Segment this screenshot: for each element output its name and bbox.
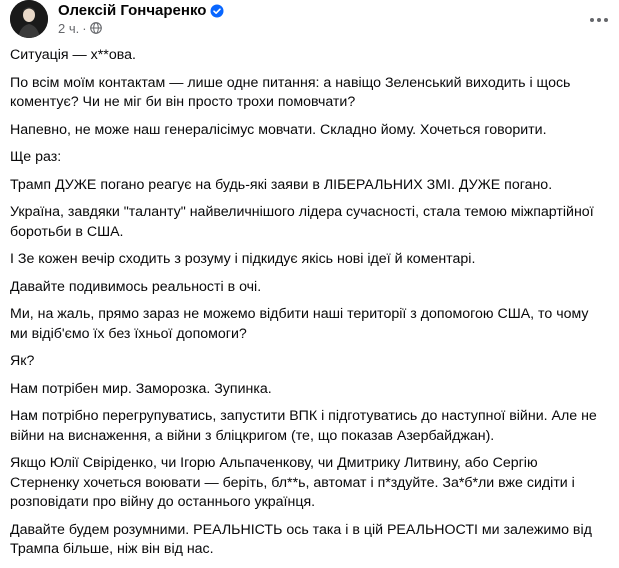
post-paragraph: Ми, на жаль, прямо зараз не можемо відбити наші території з допомогою США, то чому ми відіб'ємо їх без їхньої допомоги? (10, 306, 589, 342)
author-name[interactable]: Олексій Гончаренко (58, 2, 207, 19)
post-paragraph: Ситуація — х**ова. (10, 47, 136, 63)
avatar-image (10, 0, 48, 38)
post-paragraph: Як? (10, 353, 35, 369)
meta-separator: · (82, 20, 87, 36)
author-row (58, 2, 224, 20)
post-paragraph: Давайте будем розумними. РЕАЛЬНІСТЬ ось така і в цій РЕАЛЬНОСТІ ми залежимо від Трампа більше, ніж він від нас. (10, 521, 592, 557)
post-paragraph: Ще раз: (10, 149, 62, 165)
post-paragraph: Україна, завдяки "таланту" найвеличнішого лідера сучасності, стала темою міжпартійної боротьби в США. (10, 204, 594, 240)
more-options-icon[interactable] (587, 8, 611, 32)
post-paragraph: Якщо Юлії Свіріденко, чи Ігорю Альпаченкову, чи Дмитрику Литвину, або Сергію Стерненку хочеться воювати — беріть, бл**ь, автомат і п*здуйте. За*б*ли вже сидіти і розповідати про війну до останнього українця. (10, 455, 575, 510)
post-paragraph: Нам потрібно перегрупуватись, запустити ВПК і підготуватись до наступної війни. Але не війни на виснаження, а війни з бліцкригом (те, що показав Азербайджан). (10, 408, 597, 444)
post-time[interactable]: 2 ч. (58, 20, 80, 36)
post-header (8, 0, 611, 40)
post-paragraph: І Зе кожен вечір сходить з розуму і підкидує якісь нові ідеї й коментарі. (10, 251, 476, 267)
post-body (10, 46, 610, 568)
post-paragraph: По всім моїм контактам — лише одне питання: а навіщо Зеленський виходить і щось коментує? Чи не міг би він просто трохи помовчати? (10, 74, 571, 110)
post-paragraph: Нам потрібен мир. Заморозка. Зупинка. (10, 380, 272, 397)
post-paragraph: Трамп ДУЖЕ погано реагує на будь-які заяви в ЛІБЕРАЛЬНИХ ЗМІ. ДУЖЕ погано. (10, 176, 553, 193)
avatar[interactable] (10, 0, 48, 38)
post-meta (58, 20, 102, 36)
verified-badge-icon (210, 4, 224, 18)
globe-icon[interactable] (90, 22, 102, 34)
post-paragraph: Давайте подивимось реальності в очі. (10, 278, 262, 295)
post-paragraph: Напевно, не може наш генералісімус мовчати. Складно йому. Хочеться говорити. (10, 121, 547, 138)
